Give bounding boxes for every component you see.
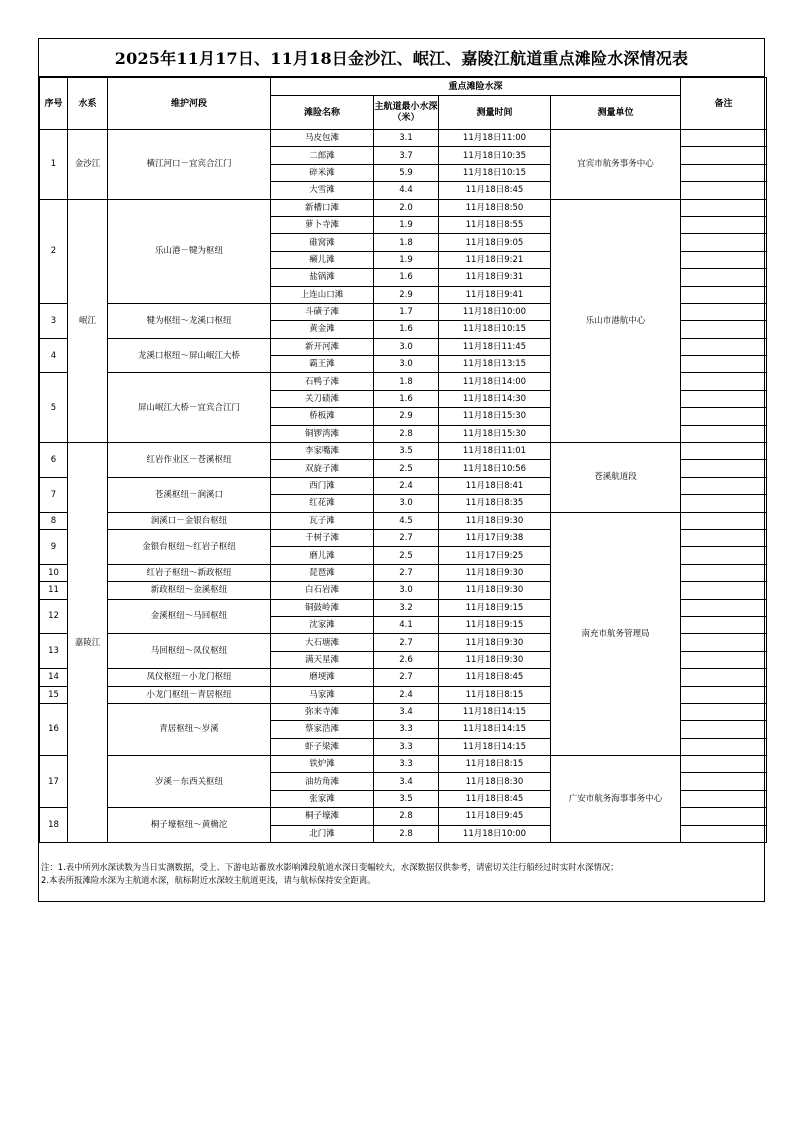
shoal-name-cell: 新开河滩 <box>271 338 374 355</box>
note-line: 2.本表所报滩险水深为主航道水深，航标附近水深较主航道更浅，请与航标保持安全距离。 <box>41 875 376 885</box>
seq-cell: 11 <box>40 582 68 599</box>
remark-cell <box>681 721 767 738</box>
shoal-name-cell: 铁炉滩 <box>271 756 374 773</box>
remark-cell <box>681 703 767 720</box>
shoal-name-cell: 大石塘滩 <box>271 634 374 651</box>
header-river: 水系 <box>68 78 108 130</box>
section-cell: 涧溪口－金银台枢纽 <box>108 512 271 529</box>
depth-cell: 2.7 <box>374 634 439 651</box>
remark-cell <box>681 147 767 164</box>
time-cell: 11月18日10:00 <box>439 825 551 842</box>
depth-cell: 2.4 <box>374 686 439 703</box>
time-cell: 11月18日14:15 <box>439 738 551 755</box>
time-cell: 11月18日9:30 <box>439 564 551 581</box>
shoal-name-cell: 上连山口滩 <box>271 286 374 303</box>
seq-cell: 14 <box>40 669 68 686</box>
depth-cell: 4.5 <box>374 512 439 529</box>
seq-cell: 15 <box>40 686 68 703</box>
river-cell: 金沙江 <box>68 130 108 200</box>
time-cell: 11月18日8:45 <box>439 182 551 199</box>
remark-cell <box>681 234 767 251</box>
remark-cell <box>681 651 767 668</box>
time-cell: 11月18日8:55 <box>439 216 551 233</box>
time-cell: 11月18日8:30 <box>439 773 551 790</box>
depth-cell: 1.8 <box>374 373 439 390</box>
time-cell: 11月18日11:00 <box>439 130 551 147</box>
section-cell: 马回枢纽～凤仪枢纽 <box>108 634 271 669</box>
depth-cell: 3.5 <box>374 443 439 460</box>
header-time: 测量时间 <box>439 96 551 130</box>
time-cell: 11月17日9:38 <box>439 529 551 546</box>
shoal-name-cell: 蔡家浩滩 <box>271 721 374 738</box>
shoal-name-cell: 铜锣湾滩 <box>271 425 374 442</box>
depth-cell: 1.9 <box>374 251 439 268</box>
depth-cell: 1.6 <box>374 390 439 407</box>
section-cell: 新政枢纽～金溪枢纽 <box>108 582 271 599</box>
section-cell: 金溪枢纽～马回枢纽 <box>108 599 271 634</box>
depth-cell: 3.0 <box>374 495 439 512</box>
table-row <box>40 199 767 216</box>
remark-cell <box>681 251 767 268</box>
shoal-name-cell: 琵琶滩 <box>271 564 374 581</box>
depth-cell: 2.7 <box>374 669 439 686</box>
shoal-name-cell: 萝卜寺滩 <box>271 216 374 233</box>
remark-cell <box>681 756 767 773</box>
time-cell: 11月18日9:45 <box>439 808 551 825</box>
shoal-name-cell: 白石岩滩 <box>271 582 374 599</box>
section-cell: 乐山港－犍为枢纽 <box>108 199 271 303</box>
time-cell: 11月18日9:30 <box>439 651 551 668</box>
shoal-name-cell: 铜鼓岭滩 <box>271 599 374 616</box>
remark-cell <box>681 460 767 477</box>
shoal-name-cell: 桥板滩 <box>271 408 374 425</box>
depth-cell: 2.8 <box>374 825 439 842</box>
depth-cell: 1.8 <box>374 234 439 251</box>
section-cell: 犍为枢纽～龙溪口枢纽 <box>108 303 271 338</box>
table-row <box>40 443 767 460</box>
time-cell: 11月18日9:05 <box>439 234 551 251</box>
time-cell: 11月18日13:15 <box>439 356 551 373</box>
seq-cell: 13 <box>40 634 68 669</box>
seq-cell: 17 <box>40 756 68 808</box>
header-seq: 序号 <box>40 78 68 130</box>
depth-cell: 3.0 <box>374 356 439 373</box>
time-cell: 11月18日8:15 <box>439 756 551 773</box>
depth-cell: 5.9 <box>374 164 439 181</box>
header-depth: 主航道最小水深（米） <box>374 96 439 130</box>
remark-cell <box>681 686 767 703</box>
time-cell: 11月18日14:00 <box>439 373 551 390</box>
shoal-name-cell: 双旋子滩 <box>271 460 374 477</box>
seq-cell: 6 <box>40 443 68 478</box>
unit-cell: 宜宾市航务事务中心 <box>551 130 681 200</box>
table-row <box>40 130 767 147</box>
remark-cell <box>681 321 767 338</box>
remark-cell <box>681 443 767 460</box>
header-unit: 测量单位 <box>551 96 681 130</box>
shoal-name-cell: 千树子滩 <box>271 529 374 546</box>
remark-cell <box>681 582 767 599</box>
seq-cell: 8 <box>40 512 68 529</box>
depth-cell: 3.1 <box>374 130 439 147</box>
seq-cell: 10 <box>40 564 68 581</box>
remark-cell <box>681 303 767 320</box>
shoal-name-cell: 西门滩 <box>271 477 374 494</box>
remark-cell <box>681 825 767 842</box>
remark-cell <box>681 564 767 581</box>
time-cell: 11月18日9:30 <box>439 582 551 599</box>
remark-cell <box>681 477 767 494</box>
section-cell: 屏山岷江大桥－宜宾合江门 <box>108 373 271 443</box>
depth-cell: 3.2 <box>374 599 439 616</box>
shoal-name-cell: 磨儿滩 <box>271 547 374 564</box>
remark-cell <box>681 495 767 512</box>
section-cell: 龙溪口枢纽～屏山岷江大桥 <box>108 338 271 373</box>
remark-cell <box>681 425 767 442</box>
table-row <box>40 512 767 529</box>
shoal-name-cell: 沈家滩 <box>271 616 374 633</box>
depth-cell: 2.0 <box>374 199 439 216</box>
shoal-name-cell: 碎米滩 <box>271 164 374 181</box>
seq-cell: 1 <box>40 130 68 200</box>
unit-cell: 乐山市港航中心 <box>551 199 681 442</box>
seq-cell: 2 <box>40 199 68 303</box>
shoal-name-cell: 二郎滩 <box>271 147 374 164</box>
time-cell: 11月18日9:31 <box>439 269 551 286</box>
section-cell: 苍溪枢纽－涧溪口 <box>108 477 271 512</box>
section-cell: 青居枢纽～岁溪 <box>108 703 271 755</box>
remark-cell <box>681 634 767 651</box>
depth-cell: 3.5 <box>374 790 439 807</box>
depth-cell: 3.3 <box>374 738 439 755</box>
depth-cell: 1.6 <box>374 321 439 338</box>
header-section: 维护河段 <box>108 78 271 130</box>
depth-cell: 3.0 <box>374 582 439 599</box>
remark-cell <box>681 130 767 147</box>
seq-cell: 5 <box>40 373 68 443</box>
remark-cell <box>681 512 767 529</box>
time-cell: 11月18日8:15 <box>439 686 551 703</box>
shoal-name-cell: 石鸭子滩 <box>271 373 374 390</box>
depth-cell: 4.1 <box>374 616 439 633</box>
unit-cell: 广安市航务海事事务中心 <box>551 756 681 843</box>
depth-cell: 1.7 <box>374 303 439 320</box>
shoal-name-cell: 磨埂滩 <box>271 669 374 686</box>
header-shoal: 滩险名称 <box>271 96 374 130</box>
shoal-name-cell: 大雪滩 <box>271 182 374 199</box>
depth-cell: 2.5 <box>374 460 439 477</box>
remark-cell <box>681 669 767 686</box>
depth-cell: 3.7 <box>374 147 439 164</box>
seq-cell: 9 <box>40 529 68 564</box>
remark-cell <box>681 390 767 407</box>
seq-cell: 3 <box>40 303 68 338</box>
depth-cell: 3.3 <box>374 756 439 773</box>
shoal-name-cell: 马家滩 <box>271 686 374 703</box>
shoal-name-cell: 盐锅滩 <box>271 269 374 286</box>
seq-cell: 16 <box>40 703 68 755</box>
remark-cell <box>681 269 767 286</box>
remark-cell <box>681 808 767 825</box>
time-cell: 11月18日10:00 <box>439 303 551 320</box>
time-cell: 11月18日8:35 <box>439 495 551 512</box>
remark-cell <box>681 616 767 633</box>
remark-cell <box>681 547 767 564</box>
section-cell: 小龙门枢纽－青居枢纽 <box>108 686 271 703</box>
shoal-name-cell: 瓦子滩 <box>271 512 374 529</box>
time-cell: 11月18日9:41 <box>439 286 551 303</box>
depth-cell: 2.9 <box>374 286 439 303</box>
remark-cell <box>681 790 767 807</box>
time-cell: 11月18日10:56 <box>439 460 551 477</box>
header-remark: 备注 <box>681 78 767 130</box>
river-cell: 岷江 <box>68 199 108 442</box>
remark-cell <box>681 338 767 355</box>
time-cell: 11月18日11:45 <box>439 338 551 355</box>
time-cell: 11月18日15:30 <box>439 425 551 442</box>
time-cell: 11月18日8:50 <box>439 199 551 216</box>
time-cell: 11月18日9:15 <box>439 599 551 616</box>
time-cell: 11月18日9:30 <box>439 634 551 651</box>
time-cell: 11月18日10:15 <box>439 321 551 338</box>
shoal-name-cell: 关刀碛滩 <box>271 390 374 407</box>
section-cell: 岁溪－东西关枢纽 <box>108 756 271 808</box>
table-row <box>40 756 767 773</box>
remark-cell <box>681 599 767 616</box>
time-cell: 11月18日9:15 <box>439 616 551 633</box>
time-cell: 11月18日14:15 <box>439 721 551 738</box>
section-cell: 金银台枢纽～红岩子枢纽 <box>108 529 271 564</box>
remark-cell <box>681 199 767 216</box>
section-cell: 横江河口－宜宾合江门 <box>108 130 271 200</box>
remark-cell <box>681 182 767 199</box>
time-cell: 11月18日14:15 <box>439 703 551 720</box>
seq-cell: 12 <box>40 599 68 634</box>
depth-table-wrapper <box>39 77 764 843</box>
note-line: 注：1.表中所列水深读数为当日实测数据，受上、下游电站蓄放水影响滩段航道水深日变幅较大，水深数据仅供参考，请密切关注行船经过时实时水深情况； <box>41 862 619 872</box>
shoal-name-cell: 黄金滩 <box>271 321 374 338</box>
depth-cell: 2.4 <box>374 477 439 494</box>
time-cell: 11月18日11:01 <box>439 443 551 460</box>
shoal-name-cell: 虾子梁滩 <box>271 738 374 755</box>
depth-cell: 2.8 <box>374 425 439 442</box>
time-cell: 11月18日8:41 <box>439 477 551 494</box>
shoal-name-cell: 油坊角滩 <box>271 773 374 790</box>
remark-cell <box>681 529 767 546</box>
shoal-name-cell: 碓窝滩 <box>271 234 374 251</box>
depth-cell: 3.3 <box>374 721 439 738</box>
time-cell: 11月18日10:35 <box>439 147 551 164</box>
remark-cell <box>681 773 767 790</box>
time-cell: 11月18日8:45 <box>439 790 551 807</box>
depth-cell: 3.4 <box>374 773 439 790</box>
remark-cell <box>681 216 767 233</box>
remark-cell <box>681 356 767 373</box>
depth-cell: 2.7 <box>374 564 439 581</box>
time-cell: 11月18日15:30 <box>439 408 551 425</box>
time-cell: 11月18日8:45 <box>439 669 551 686</box>
depth-cell: 2.8 <box>374 808 439 825</box>
time-cell: 11月18日14:30 <box>439 390 551 407</box>
remark-cell <box>681 164 767 181</box>
shoal-name-cell: 癞儿滩 <box>271 251 374 268</box>
shoal-name-cell: 张家滩 <box>271 790 374 807</box>
time-cell: 11月18日9:21 <box>439 251 551 268</box>
shoal-name-cell: 满天星滩 <box>271 651 374 668</box>
shoal-name-cell: 弥来寺滩 <box>271 703 374 720</box>
notes <box>41 861 763 887</box>
river-cell: 嘉陵江 <box>68 443 108 843</box>
shoal-name-cell: 霸王滩 <box>271 356 374 373</box>
remark-cell <box>681 408 767 425</box>
seq-cell: 7 <box>40 477 68 512</box>
remark-cell <box>681 738 767 755</box>
shoal-name-cell: 新槽口滩 <box>271 199 374 216</box>
depth-cell: 2.9 <box>374 408 439 425</box>
depth-cell: 3.0 <box>374 338 439 355</box>
depth-table <box>39 77 767 843</box>
shoal-name-cell: 马皮包滩 <box>271 130 374 147</box>
shoal-name-cell: 北门滩 <box>271 825 374 842</box>
shoal-name-cell: 斗磺子滩 <box>271 303 374 320</box>
time-cell: 11月18日9:30 <box>439 512 551 529</box>
depth-cell: 2.6 <box>374 651 439 668</box>
remark-cell <box>681 286 767 303</box>
section-cell: 凤仪枢纽－小龙门枢纽 <box>108 669 271 686</box>
time-cell: 11月18日10:15 <box>439 164 551 181</box>
page-title: 2025年11月17日、11月18日金沙江、岷江、嘉陵江航道重点滩险水深情况表 <box>39 39 764 77</box>
section-cell: 红岩作业区－苍溪枢纽 <box>108 443 271 478</box>
seq-cell: 4 <box>40 338 68 373</box>
shoal-name-cell: 李家嘴滩 <box>271 443 374 460</box>
depth-cell: 2.5 <box>374 547 439 564</box>
shoal-name-cell: 桐子壕滩 <box>271 808 374 825</box>
section-cell: 红岩子枢纽～新政枢纽 <box>108 564 271 581</box>
depth-cell: 2.7 <box>374 529 439 546</box>
depth-cell: 4.4 <box>374 182 439 199</box>
remark-cell <box>681 373 767 390</box>
time-cell: 11月17日9:25 <box>439 547 551 564</box>
table-body <box>40 130 767 843</box>
report-sheet <box>38 38 765 902</box>
header-group: 重点滩险水深 <box>271 78 681 96</box>
depth-cell: 1.9 <box>374 216 439 233</box>
section-cell: 桐子壕枢纽～黄桷沱 <box>108 808 271 843</box>
shoal-name-cell: 红花滩 <box>271 495 374 512</box>
seq-cell: 18 <box>40 808 68 843</box>
depth-cell: 1.6 <box>374 269 439 286</box>
depth-cell: 3.4 <box>374 703 439 720</box>
unit-cell: 苍溪航道段 <box>551 443 681 513</box>
unit-cell: 南充市航务管理局 <box>551 512 681 755</box>
